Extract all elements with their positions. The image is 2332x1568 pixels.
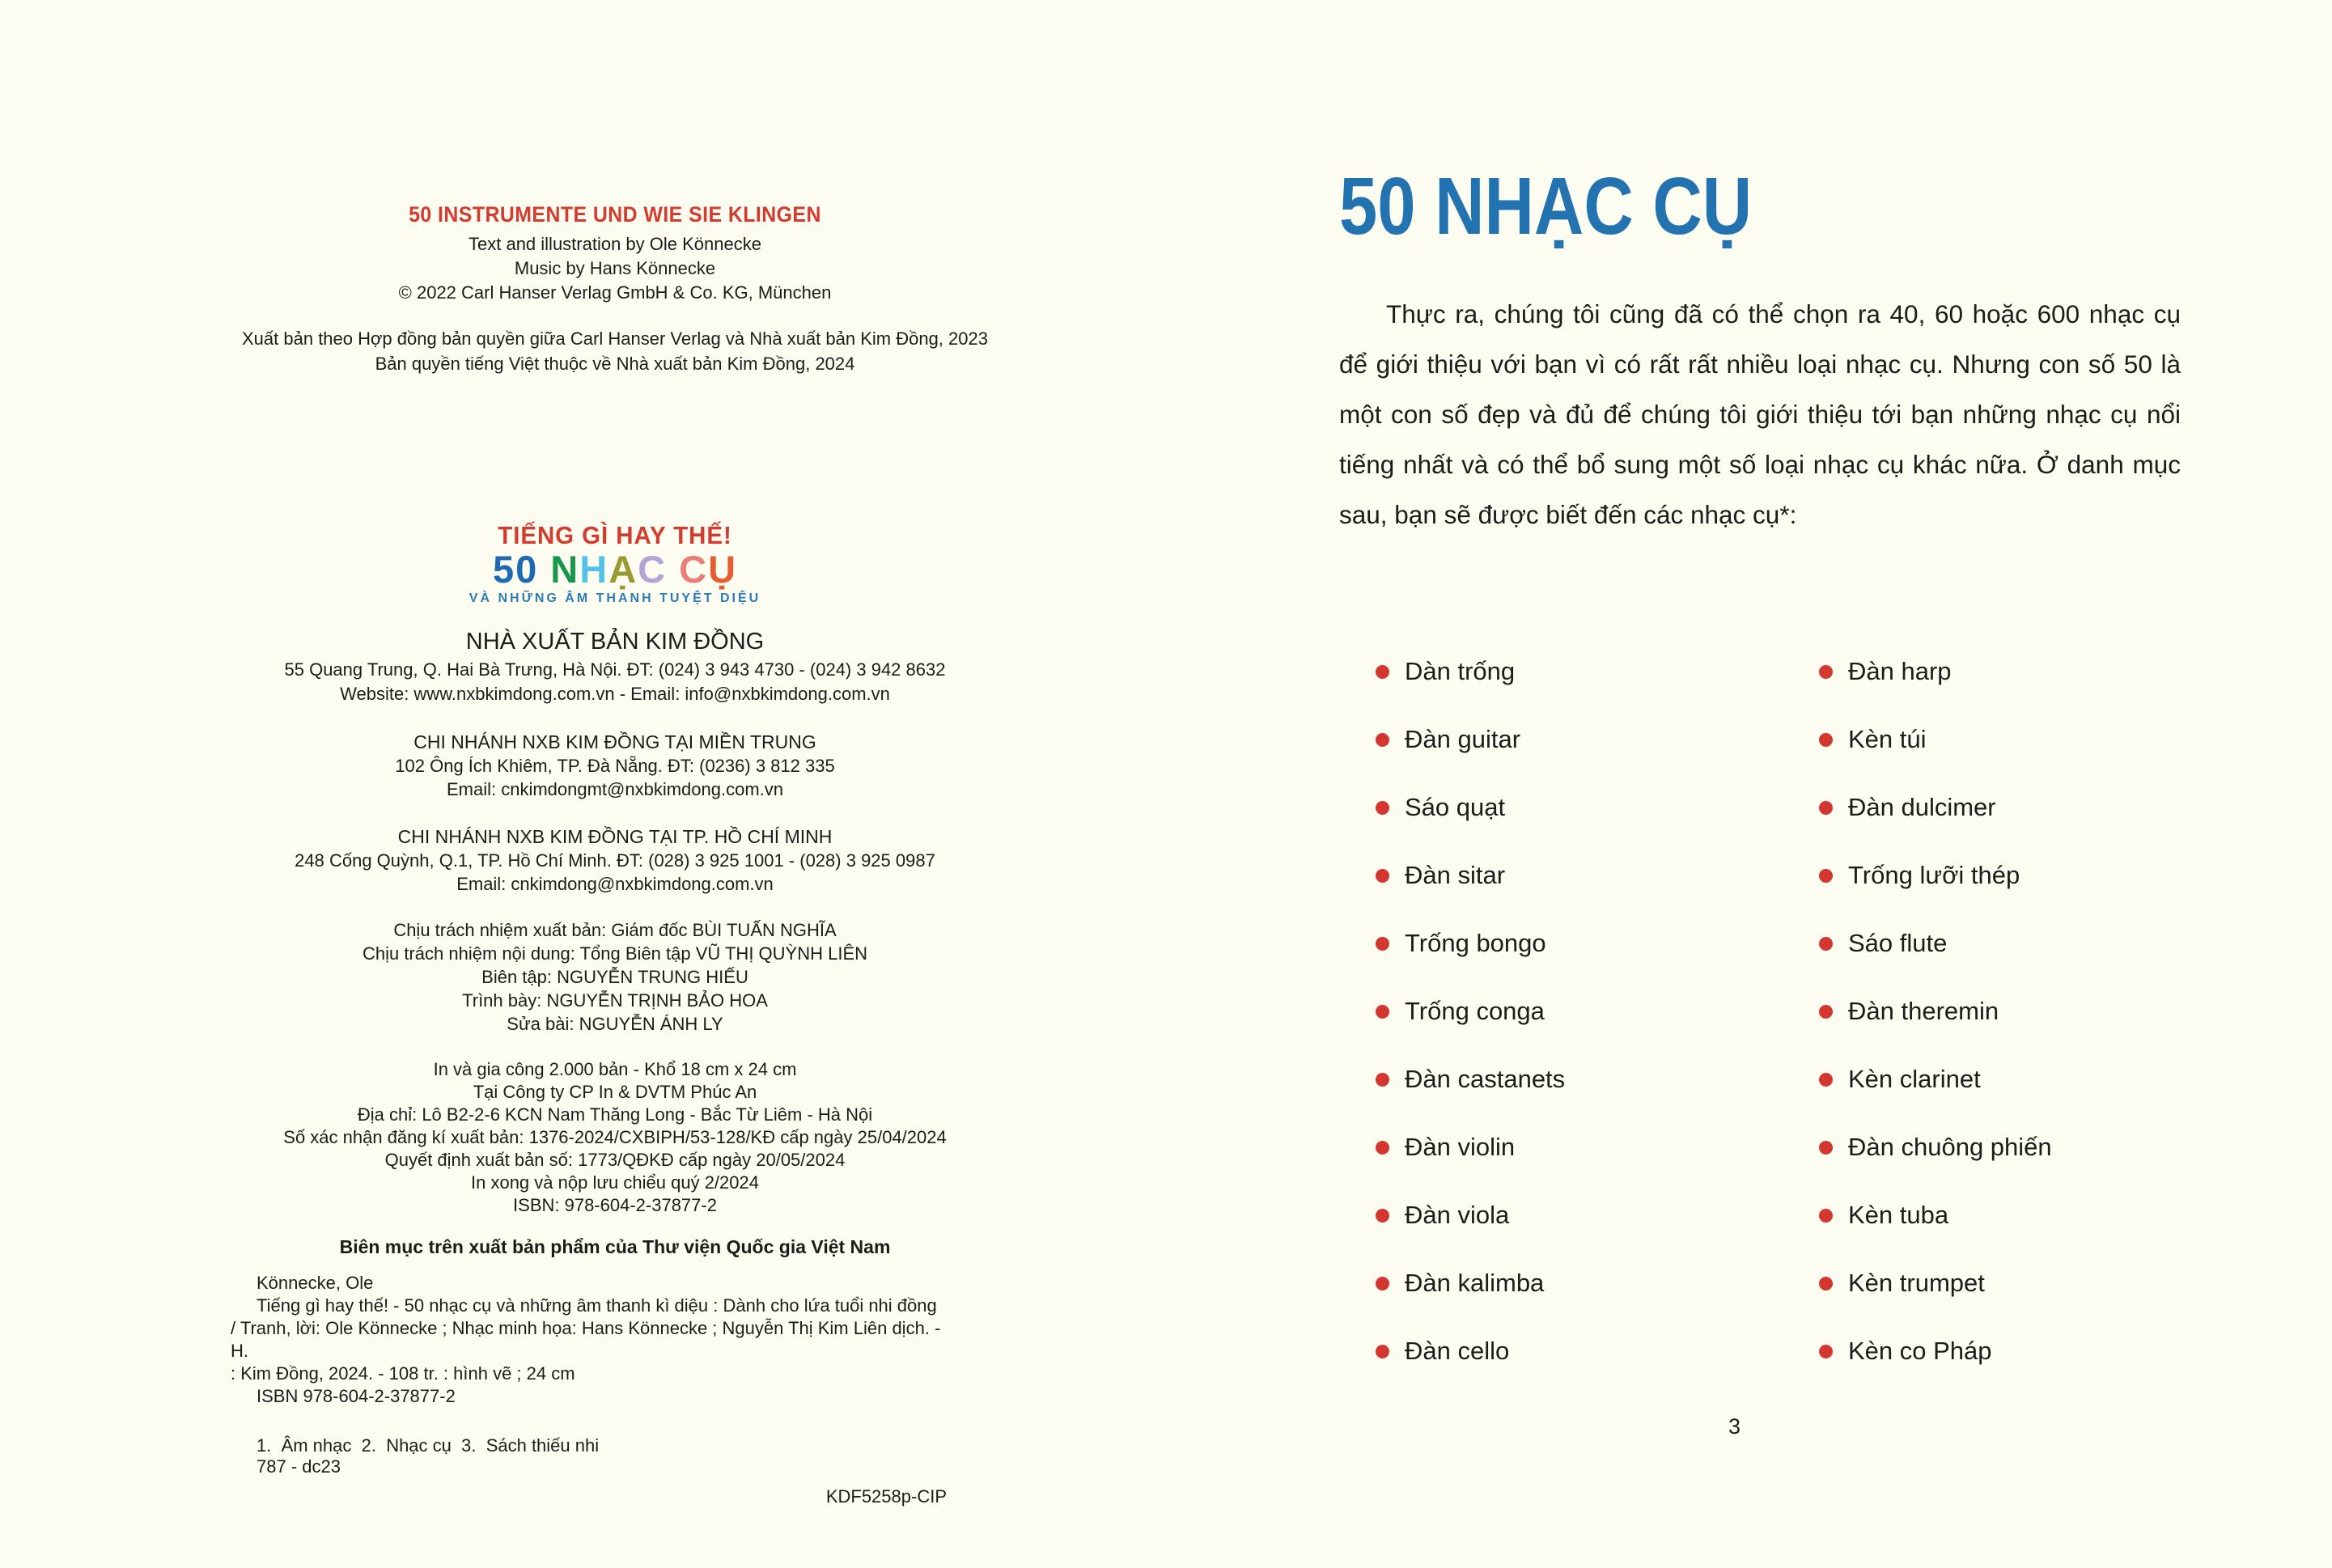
instrument-list-item bbox=[1376, 773, 1565, 841]
cip-heading: Biên mục trên xuất bản phẩm của Thư viện Quốc gia Việt Nam bbox=[339, 1236, 891, 1257]
publisher-contact-line: 55 Quang Trung, Q. Hai Bà Trưng, Hà Nội. ĐT: (024) 3 943 4730 - (024) 3 942 8632 bbox=[284, 659, 946, 680]
printing-info-line: Tại Công ty CP In & DVTM Phúc An bbox=[473, 1082, 757, 1102]
staff-credit-line: Chịu trách nhiệm nội dung: Tổng Biên tập VŨ THỊ QUỲNH LIÊN bbox=[362, 943, 868, 964]
instrument-list-item bbox=[1376, 1317, 1565, 1385]
publisher-name: NHÀ XUẤT BẢN KIM ĐỒNG bbox=[465, 629, 765, 655]
credit-line: © 2022 Carl Hanser Verlag GmbH & Co. KG, München bbox=[398, 282, 832, 303]
logo-letter: H bbox=[579, 548, 609, 591]
instrument-list-item bbox=[1376, 977, 1565, 1045]
instrument-name: Dàn trống bbox=[1405, 657, 1516, 685]
instrument-list-item bbox=[1819, 1045, 2052, 1113]
credit-line: Text and illustration by Ole Könnecke bbox=[469, 234, 761, 254]
publisher-contact-block bbox=[121, 658, 1109, 706]
bullet-icon bbox=[1376, 665, 1389, 679]
license-line: Bản quyền tiếng Việt thuộc về Nhà xuất bản Kim Đồng, 2024 bbox=[375, 354, 855, 374]
branch-central-block bbox=[121, 731, 1109, 801]
cip-imprint-line: : Kim Đồng, 2024. - 108 tr. : hình vẽ ; 24 cm bbox=[231, 1363, 575, 1384]
instrument-list-item bbox=[1376, 1249, 1565, 1317]
colophon-page bbox=[121, 0, 1109, 1508]
instrument-name: Đàn sitar bbox=[1405, 861, 1506, 889]
logo-letter: N bbox=[550, 548, 580, 591]
bullet-icon bbox=[1376, 733, 1389, 747]
branch-hcm-block bbox=[121, 825, 1109, 896]
bullet-icon bbox=[1819, 801, 1833, 815]
original-german-title: 50 INSTRUMENTE UND WIE SIE KLINGEN bbox=[409, 202, 821, 227]
instrument-list-item bbox=[1376, 1045, 1565, 1113]
branch-hcm-lines bbox=[121, 849, 1109, 896]
printing-info-line: In và gia công 2.000 bản - Khổ 18 cm x 24 cm bbox=[433, 1059, 797, 1079]
bullet-icon bbox=[1376, 1005, 1389, 1019]
bullet-icon bbox=[1376, 1209, 1389, 1223]
instrument-name: Đàn theremin bbox=[1848, 997, 1999, 1025]
instrument-name: Trống conga bbox=[1405, 997, 1545, 1025]
staff-credit-line: Chịu trách nhiệm xuất bản: Giám đốc BÙI TUẤN NGHĨA bbox=[393, 920, 837, 940]
staff-credit-line: Sửa bài: NGUYỄN ÁNH LY bbox=[507, 1014, 723, 1034]
instrument-list-item bbox=[1819, 909, 2052, 977]
cip-control-code: KDF5258p-CIP bbox=[825, 1486, 947, 1507]
bullet-icon bbox=[1819, 665, 1833, 679]
instrument-list-item bbox=[1376, 909, 1565, 977]
license-line: Xuất bản theo Hợp đồng bản quyền giữa Carl Hanser Verlag và Nhà xuất bản Kim Đồng, 2023 bbox=[242, 328, 988, 349]
page-number: 3 bbox=[1728, 1414, 1741, 1439]
page-title: 50 NHẠC CỤ bbox=[1339, 161, 1753, 252]
credits-block bbox=[121, 232, 1109, 305]
bullet-icon bbox=[1819, 937, 1833, 951]
bullet-icon bbox=[1819, 733, 1833, 747]
instrument-list-item bbox=[1376, 638, 1565, 706]
instrument-name: Đàn chuông phiến bbox=[1848, 1133, 2052, 1161]
instrument-name: Kèn clarinet bbox=[1848, 1065, 1981, 1093]
cip-ddc-number: 787 - dc23 bbox=[257, 1456, 341, 1477]
bullet-icon bbox=[1376, 801, 1389, 815]
instrument-list-item bbox=[1819, 841, 2052, 909]
intro-paragraph: Thực ra, chúng tôi cũng đã có thể chọn ra 40, 60 hoặc 600 nhạc cụ để giới thiệu với bạn vì có rất rất nhiều loại nhạc cụ. Nhưng con số 50 là một con số đẹp và đủ để chúng tôi giới thiệu tới bạn những nhạc cụ nổi tiếng nhất và có thể bổ sung một số loại nhạc cụ khác nữa. Ở danh mục sau, bạn sẽ được biết đến các nhạc cụ*: bbox=[1339, 299, 2181, 529]
instrument-list-item bbox=[1819, 977, 2052, 1045]
branch-central-title: CHI NHÁNH NXB KIM ĐỒNG TẠI MIỀN TRUNG bbox=[413, 731, 816, 752]
instrument-list-item bbox=[1819, 1317, 2052, 1385]
instrument-name: Kèn co Pháp bbox=[1848, 1337, 1992, 1365]
publisher-contact-line: Website: www.nxbkimdong.com.vn - Email: info@nxbkimdong.com.vn bbox=[340, 684, 890, 704]
branch-contact-line: Email: cnkimdong@nxbkimdong.com.vn bbox=[456, 874, 774, 894]
printing-info-line: In xong và nộp lưu chiểu quý 2/2024 bbox=[471, 1172, 759, 1193]
logo-letter: Ạ bbox=[608, 548, 638, 591]
instrument-list-item bbox=[1376, 1181, 1565, 1249]
printing-info-block bbox=[121, 1058, 1109, 1217]
branch-contact-line: 102 Ông Ích Khiêm, TP. Đà Nẵng. ĐT: (0236) 3 812 335 bbox=[395, 756, 835, 776]
instrument-list-item bbox=[1376, 706, 1565, 773]
instrument-list-item bbox=[1819, 1113, 2052, 1181]
instrument-name: Sáo flute bbox=[1848, 929, 1948, 957]
printing-info-line: ISBN: 978-604-2-37877-2 bbox=[513, 1195, 717, 1215]
instrument-name: Kèn trumpet bbox=[1848, 1269, 1985, 1297]
instrument-name: Trống lưỡi thép bbox=[1848, 861, 2020, 889]
instrument-list-item bbox=[1376, 841, 1565, 909]
chapter-page bbox=[1339, 0, 2181, 1439]
cip-title-line: Tiếng gì hay thế! - 50 nhạc cụ và những âm thanh kì diệu : Dành cho lứa tuổi nhi đồng bbox=[257, 1295, 937, 1316]
logo-title-multicolor bbox=[121, 549, 1109, 590]
bullet-icon bbox=[1376, 937, 1389, 951]
bullet-icon bbox=[1819, 1005, 1833, 1019]
branch-central-lines bbox=[121, 754, 1109, 801]
logo-tagline-top: TIẾNG GÌ HAY THẾ! bbox=[498, 521, 732, 549]
credit-line: Music by Hans Könnecke bbox=[514, 258, 716, 278]
instrument-name: Đàn guitar bbox=[1405, 725, 1521, 753]
logo-letter: Ụ bbox=[708, 548, 738, 591]
instrument-list-column-1 bbox=[1376, 638, 1565, 1385]
instrument-name: Đàn viola bbox=[1405, 1201, 1510, 1229]
bullet-icon bbox=[1819, 869, 1833, 883]
bullet-icon bbox=[1376, 869, 1389, 883]
instrument-list-item bbox=[1819, 1181, 2052, 1249]
instrument-list-item bbox=[1819, 1249, 2052, 1317]
instrument-name: Đàn castanets bbox=[1405, 1065, 1566, 1093]
instrument-list-item bbox=[1376, 1113, 1565, 1181]
bullet-icon bbox=[1819, 1345, 1833, 1358]
bullet-icon bbox=[1376, 1141, 1389, 1155]
branch-contact-line: Email: cnkimdongmt@nxbkimdong.com.vn bbox=[446, 779, 784, 799]
cip-record bbox=[231, 1272, 947, 1508]
bullet-icon bbox=[1819, 1073, 1833, 1087]
printing-info-line: Số xác nhận đăng kí xuất bản: 1376-2024/CXBIPH/53-128/KĐ cấp ngày 25/04/2024 bbox=[283, 1127, 947, 1147]
instrument-name: Đàn violin bbox=[1405, 1133, 1516, 1161]
publisher-series-logo bbox=[121, 522, 1109, 608]
logo-letter bbox=[667, 548, 679, 591]
logo-letter: C bbox=[638, 548, 668, 591]
instrument-name: Trống bongo bbox=[1405, 929, 1546, 957]
logo-letter bbox=[538, 548, 550, 591]
bullet-icon bbox=[1819, 1141, 1833, 1155]
instrument-list-item bbox=[1819, 638, 2052, 706]
staff-credit-line: Biên tập: NGUYỄN TRUNG HIẾU bbox=[481, 967, 748, 987]
cip-statement-line: / Tranh, lời: Ole Könnecke ; Nhạc minh họa: Hans Könnecke ; Nguyễn Thị Kim Liên dịch. - H. bbox=[231, 1318, 941, 1361]
instrument-name: Sáo quạt bbox=[1405, 793, 1506, 821]
instrument-name: Đàn dulcimer bbox=[1848, 793, 1996, 821]
bullet-icon bbox=[1376, 1345, 1389, 1358]
printing-info-line: Địa chỉ: Lô B2-2-6 KCN Nam Thăng Long - Bắc Từ Liêm - Hà Nội bbox=[357, 1104, 873, 1125]
instrument-list-column-2 bbox=[1819, 638, 2052, 1385]
bullet-icon bbox=[1819, 1277, 1833, 1290]
logo-letter: 50 bbox=[492, 548, 539, 591]
bullet-icon bbox=[1376, 1073, 1389, 1087]
logo-tagline-bottom: VÀ NHỮNG ÂM THANH TUYỆT DIỆU bbox=[469, 591, 761, 605]
instrument-name: Đàn harp bbox=[1848, 657, 1952, 685]
instrument-name: Kèn túi bbox=[1848, 725, 1927, 753]
printing-info-line: Quyết định xuất bản số: 1773/QĐKĐ cấp ngày 20/05/2024 bbox=[384, 1150, 846, 1170]
staff-credits-block bbox=[121, 918, 1109, 1036]
cip-author: Könnecke, Ole bbox=[257, 1273, 374, 1293]
license-block bbox=[121, 326, 1109, 376]
instrument-list-item bbox=[1819, 773, 2052, 841]
cip-subjects: 1. Âm nhạc 2. Nhạc cụ 3. Sách thiếu nhi bbox=[257, 1435, 600, 1456]
bullet-icon bbox=[1376, 1277, 1389, 1290]
logo-letter: C bbox=[679, 548, 709, 591]
instrument-name: Đàn kalimba bbox=[1405, 1269, 1545, 1297]
bullet-icon bbox=[1819, 1209, 1833, 1223]
branch-hcm-title: CHI NHÁNH NXB KIM ĐỒNG TẠI TP. HỒ CHÍ MINH bbox=[397, 826, 833, 847]
staff-credit-line: Trình bày: NGUYỄN TRỊNH BẢO HOA bbox=[462, 990, 768, 1011]
cip-isbn: ISBN 978-604-2-37877-2 bbox=[257, 1386, 456, 1406]
instrument-name: Kèn tuba bbox=[1848, 1201, 1949, 1229]
instrument-name: Đàn cello bbox=[1405, 1337, 1510, 1365]
branch-contact-line: 248 Cống Quỳnh, Q.1, TP. Hồ Chí Minh. ĐT: (028) 3 925 1001 - (028) 3 925 0987 bbox=[295, 850, 935, 871]
instrument-list-item bbox=[1819, 706, 2052, 773]
